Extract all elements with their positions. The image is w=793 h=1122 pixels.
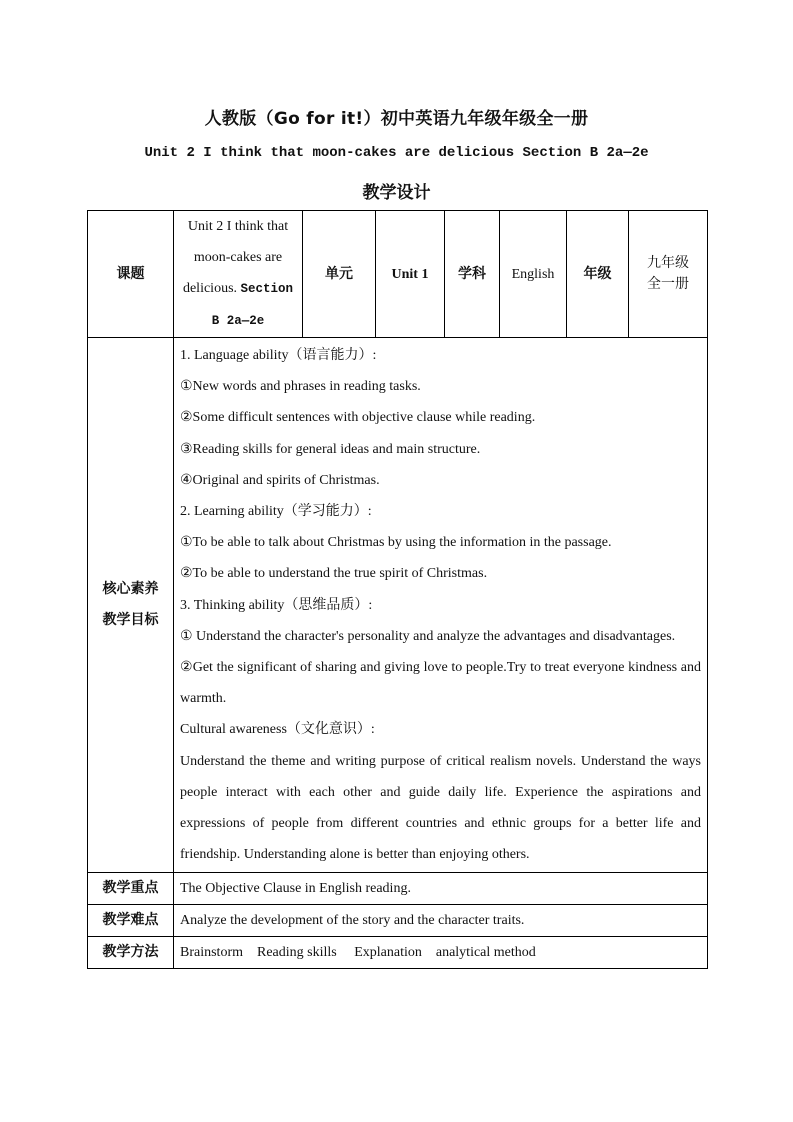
subject-value: English [500, 211, 567, 338]
document-type: 教学设计 [362, 183, 431, 203]
course-label: 课题 [88, 211, 174, 338]
goals-row [88, 338, 708, 873]
goal-line: ①To be able to talk about Christmas by using the information in the passage. [180, 535, 612, 551]
course-line-3a: delicious. [182, 281, 241, 296]
course-line-4 [180, 305, 296, 337]
grade-label: 年级 [567, 211, 629, 338]
key-points-value: The Objective Clause in English reading. [174, 873, 708, 905]
course-line-2: moon-cakes are [193, 250, 283, 265]
unit-value: Unit 1 [376, 211, 445, 338]
goal-line: Understand the theme and writing purpose of critical realism novels. Understand the ways people interact with each other and guide daily life. Experience the aspirations and expressions of people from different countries and ethnic groups for a better life and friendship. Understanding alone is better than enjoying others. [180, 753, 701, 863]
course-line-3b: Section [240, 282, 294, 296]
info-row [88, 211, 708, 338]
grade-value-1: 九年级 [647, 255, 689, 271]
document-title: 人教版（Go for it!）初中英语九年级年级全一册 [204, 109, 589, 129]
goal-line: ③Reading skills for general ideas and main structure. [180, 441, 481, 457]
course-line-4-text: B 2a—2e [211, 314, 265, 328]
key-points-row [88, 873, 708, 905]
goal-line: 1. Language ability（语言能力）: [180, 348, 377, 363]
goal-line: ① Understand the character's personality and analyze the advantages and disadvantages. [180, 628, 676, 644]
grade-value [629, 211, 708, 338]
goals-label-1: 核心素养 [102, 581, 159, 598]
goal-line: ④Original and spirits of Christmas. [180, 472, 380, 488]
difficulties-row [88, 905, 708, 937]
unit-label: 单元 [303, 211, 376, 338]
goal-line: ①New words and phrases in reading tasks. [180, 379, 421, 395]
difficulties-label: 教学难点 [88, 905, 174, 937]
key-points-label: 教学重点 [88, 873, 174, 905]
goals-content [174, 338, 708, 873]
goal-line: 2. Learning ability（学习能力）: [180, 504, 372, 520]
goal-line: 3. Thinking ability（思维品质）: [180, 597, 373, 613]
methods-label: 教学方法 [88, 937, 174, 969]
course-line-3 [180, 273, 296, 305]
difficulties-value: Analyze the development of the story and the character traits. [174, 905, 708, 937]
course-title [174, 211, 303, 338]
goal-line: Cultural awareness（文化意识）: [180, 722, 375, 738]
goals-label [88, 338, 174, 873]
methods-value: Brainstorm Reading skills Explanation analytical method [174, 937, 708, 969]
lesson-plan-table [87, 210, 708, 969]
goal-line: ②Some difficult sentences with objective clause while reading. [180, 410, 536, 426]
grade-value-2: 全一册 [647, 276, 689, 292]
goals-label-2: 教学目标 [102, 612, 159, 629]
goal-line: ②To be able to understand the true spirit of Christmas. [180, 566, 488, 582]
subject-label: 学科 [445, 211, 500, 338]
goal-line: ②Get the significant of sharing and giving love to people.Try to treat everyone kindness and warmth. [180, 660, 701, 707]
course-line-1: Unit 2 I think that [187, 219, 289, 234]
document-subtitle: Unit 2 I think that moon-cakes are delicious Section B 2a—2e [144, 145, 649, 161]
methods-row [88, 937, 708, 969]
